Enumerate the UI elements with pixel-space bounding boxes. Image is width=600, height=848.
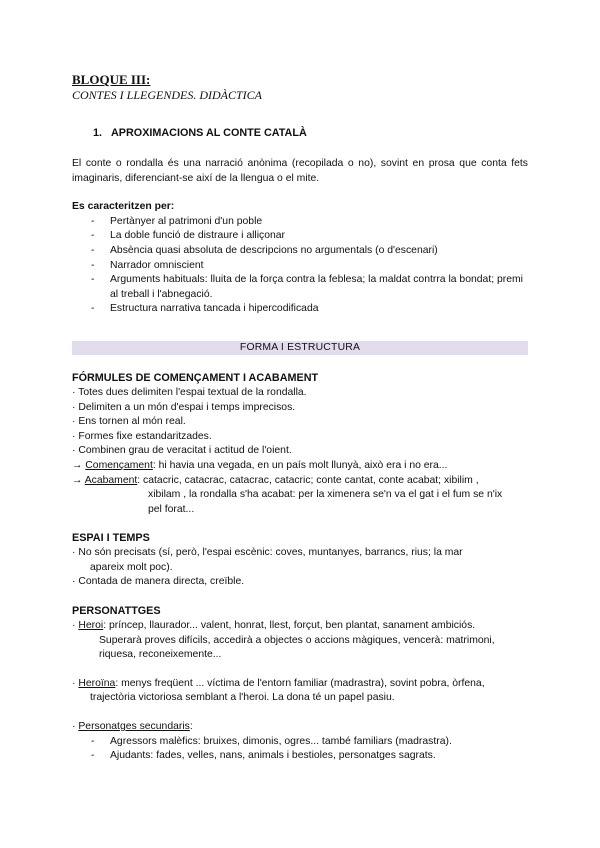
traits-heading: Es caracteritzen per: bbox=[72, 201, 175, 213]
heroi-label: Heroi bbox=[78, 620, 104, 632]
list-item: - Estructura narrativa tancada i hipercodificada bbox=[72, 302, 528, 317]
list-item: - Ajudants: fades, velles, nans, animals i bestioles, personatges sagrats. bbox=[72, 749, 528, 764]
espai-heading: ESPAI I TEMPS bbox=[72, 532, 150, 545]
section-1-number: 1. bbox=[93, 127, 103, 139]
end-formula bbox=[72, 474, 528, 489]
section-1-title: APROXIMACIONS AL CONTE CATALÀ bbox=[111, 127, 307, 139]
list-item: - Pertànyer al patrimoni d'un poble bbox=[72, 215, 528, 230]
secundaris-heading bbox=[72, 720, 528, 735]
bloque-subtitle: CONTES I LLEGENDES. DIDÀCTICA bbox=[72, 88, 263, 102]
list-item: - Absència quasi absoluta de descripcions no argumentals (o d'escenari) bbox=[72, 244, 528, 259]
end-text-continued: pel forat... bbox=[148, 503, 195, 515]
end-text-continued: xibilam , la rondalla s'ha acabat: per la ximenera se'n va el gat i el fum se n'ix bbox=[148, 489, 503, 501]
start-text: : hi havia una vegada, en un país molt llunyà, això era i no era... bbox=[152, 459, 448, 471]
list-item: - Arguments habituals: lluita de la força contra la feblesa; la maldat contrra la bondat; premi al treball i l'abnegació. bbox=[72, 273, 528, 302]
list-item: - La doble funció de distraure i alliçonar bbox=[72, 229, 528, 244]
list-item: - Agressors malèfics: bruixes, dimonis, ogres... també familiars (madrastra). bbox=[72, 735, 528, 750]
heroina-line: trajectòria victoriosa semblant a l'heroi. La dona té un papel pasiu. bbox=[90, 692, 395, 704]
list-item: - Narrador omniscient bbox=[72, 259, 528, 274]
bullet: · bbox=[72, 721, 79, 733]
espai-line: · No són precisats (sí, però, l'espai escènic: coves, muntanyes, barrancs, rius; la mar bbox=[72, 547, 463, 559]
heroina-label: Heroïna bbox=[78, 677, 116, 689]
heroina-line bbox=[72, 677, 528, 692]
traits-list bbox=[72, 215, 528, 317]
heroina-text: : menys freqüent ... víctima de l'entorn familiar (madrastra), sovint pobra, òrfena, bbox=[115, 677, 485, 689]
colon: : bbox=[189, 721, 193, 733]
espai-line: · Contada de manera directa, creïble. bbox=[72, 576, 245, 588]
end-text: : catacric, catacrac, catacrac, catacric; conte cantat, conte acabat; xibilim , bbox=[137, 474, 479, 486]
list-item: · Formes fixe estandaritzades. bbox=[72, 430, 212, 442]
secundaris-label: Personatges secundaris bbox=[78, 721, 190, 733]
section-band: FORMA I ESTRUCTURA bbox=[72, 341, 528, 355]
heroi-line: riquesa, reconeixemente... bbox=[99, 649, 222, 661]
heroi-line bbox=[72, 619, 528, 634]
heroi-line: Superarà proves difícils, accedirà a objectes o accions màgiques, vencerà: matrimoni, bbox=[99, 634, 495, 646]
personatges-heading: PERSONATTGES bbox=[72, 605, 161, 618]
formules-heading: FÓRMULES DE COMENÇAMENT I ACABAMENT bbox=[72, 371, 319, 384]
arrow-icon: → bbox=[72, 474, 85, 486]
secundaris-list bbox=[72, 735, 528, 764]
section-1-heading bbox=[72, 127, 528, 139]
list-item: · Totes dues delimiten l'espai textual de la rondalla. bbox=[72, 386, 307, 398]
list-item: · Delimiten a un món d'espai i temps imprecisos. bbox=[72, 401, 296, 413]
intro-paragraph: El conte o rondalla és una narració anònima (recopilada o no), sovint en prosa que conta fets imaginaris, diferenciant-se així de la llengua o el mite. bbox=[72, 158, 528, 184]
end-label: Acabament bbox=[84, 474, 138, 486]
list-item: · Combinen grau de veracitat i actitud de l'oient. bbox=[72, 445, 292, 457]
document-page bbox=[72, 72, 528, 764]
espai-line: apareix molt poc). bbox=[90, 561, 173, 573]
bullet: · bbox=[72, 620, 79, 632]
start-formula bbox=[72, 459, 528, 474]
heroi-text: : príncep, llaurador... valent, honrat, llest, forçut, ben plantat, sanament ambiciós. bbox=[103, 620, 476, 632]
arrow-icon: → bbox=[72, 459, 86, 471]
bloque-title: BLOQUE III: bbox=[72, 72, 151, 87]
bullet: · bbox=[72, 677, 79, 689]
start-label: Començament bbox=[85, 459, 153, 471]
list-item: · Ens tornen al món real. bbox=[72, 416, 186, 428]
